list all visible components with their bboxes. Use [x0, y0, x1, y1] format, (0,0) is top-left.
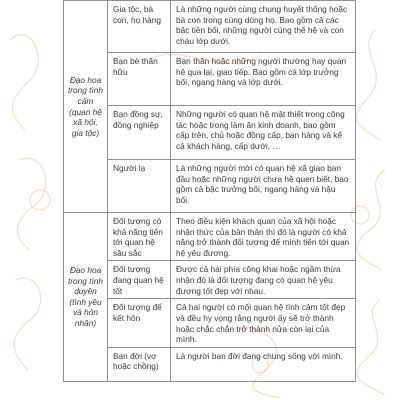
table-row: [64, 106, 356, 160]
relation-cell: Người lạ: [108, 160, 171, 213]
description-cell: Được cả hai phía công khai hoặc ngầm thừa nhận đó là đối tượng đang có quan hệ yêu đương tốt đẹp với nhau.: [171, 261, 356, 299]
relation-cell: Đối tượng đang quan hệ tốt: [108, 261, 171, 299]
table-row: [64, 53, 356, 106]
description-cell: Cả hai người có mối quan hệ tình cảm tốt đẹp và đều hy vọng rằng người ấy sẽ trở thành hoặc chắc chắn trở thành nửa còn lại của mình.: [171, 299, 356, 347]
table-row: [64, 213, 356, 261]
relation-cell: Đối tượng có khả năng tiến tới quan hệ sâu sắc: [108, 213, 171, 261]
table-row: [64, 160, 356, 213]
relation-cell: Đối tượng để kết hôn: [108, 299, 171, 347]
description-cell: Là người bạn đời đang chung sống với mình.: [171, 347, 356, 381]
table-row: [64, 261, 356, 299]
relation-cell: Bạn bè thân hữu: [108, 53, 171, 106]
table-row: [64, 1, 356, 53]
relation-cell: Bạn đồng sự, đồng nghiệp: [108, 106, 171, 160]
description-cell: Bạn thân hoặc những người thường hay quan hệ qua lại, giao tiếp. Bao gồm cả lớp trưởng bối, ngang hàng và lớp dưới.: [171, 53, 356, 106]
description-cell: Là những người cùng chung huyết thống hoặc bà con trong cùng dòng họ. Bao gồm cả các bậc tiền bối, những người cùng thế hệ và con cháu lớp dưới.: [171, 1, 356, 53]
category-cell: Đạo hoa trong tình duyên (tình yêu và hôn nhân): [64, 213, 108, 382]
description-cell: Là những người mới có quan hệ xã giao ban đầu hoặc những người chưa hề quen biết, bao gồm cả bậc trưởng bối, ngang hàng và hậu bối.: [171, 160, 356, 213]
relationship-table: [63, 0, 356, 382]
table-row: [64, 299, 356, 347]
relation-cell: Gia tộc, bà con, họ hàng: [108, 1, 171, 53]
description-cell: Theo điều kiện khách quan của xã hội hoặc nhận thức của bản thân thì đó là người có khả năng trở thành đối tượng để mình tiến tới quan hệ yêu đương.: [171, 213, 356, 261]
relation-cell: Bạn đời (vợ hoặc chồng): [108, 347, 171, 381]
description-cell: Những người có quan hệ mật thiết trong công tác hoặc trong làm ăn kinh doanh, bao gồm cấp trên, chủ hoặc đồng cấp, bạn hàng và kể cả khách hàng, cấp dưới, …: [171, 106, 356, 160]
category-cell: Đạo hoa trong tình cảm (quan hệ xã hội, gia tộc): [64, 1, 108, 213]
table-row: [64, 347, 356, 381]
